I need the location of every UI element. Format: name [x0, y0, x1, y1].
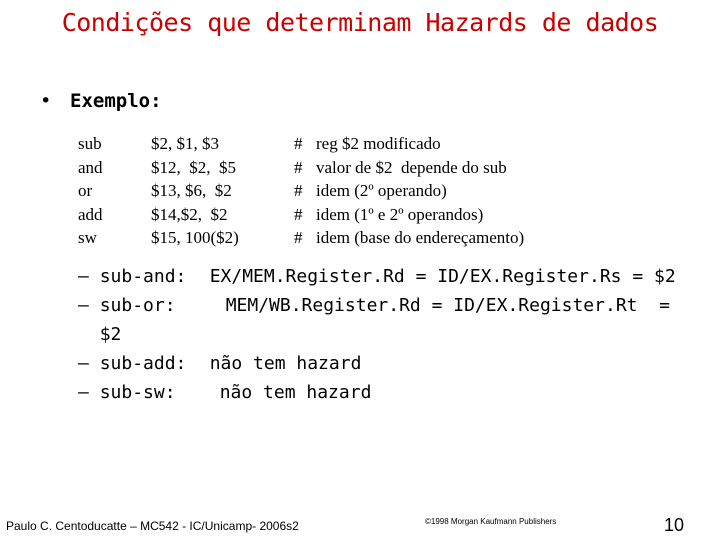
condition-line-continuation [78, 320, 676, 349]
footer-author: Paulo C. Centoducatte – MC542 - IC/Unicamp- 2006s2 [6, 519, 299, 533]
slide-title: Condições que determinam Hazards de dados [61, 8, 659, 37]
code-args: $12, $2, $5 [151, 157, 236, 177]
condition-dash: – [78, 266, 89, 287]
condition-line [78, 262, 676, 291]
code-op: add [78, 204, 103, 224]
condition-text: não tem hazard [219, 382, 372, 403]
condition-text: não tem hazard [209, 353, 362, 374]
code-comment: reg $2 modificado [316, 134, 441, 153]
condition-label: sub-and: [99, 266, 187, 287]
code-hash-column [294, 132, 303, 250]
code-ops-column [78, 132, 103, 250]
condition-text: MEM/WB.Register.Rd = ID/EX.Register.Rt = [225, 295, 671, 316]
code-op: sw [78, 228, 97, 247]
condition-text: EX/MEM.Register.Rd = ID/EX.Register.Rs = $2 [209, 266, 676, 287]
condition-label: sub-sw: [99, 382, 176, 403]
condition-dash: – [78, 382, 89, 403]
code-args: $15, 100($2) [151, 228, 239, 247]
condition-label: sub-or: [99, 295, 176, 316]
code-comment: valor de $2 depende do sub [316, 157, 507, 177]
example-bullet [40, 90, 162, 112]
condition-label: sub-add: [99, 353, 187, 374]
code-args: $14,$2, $2 [151, 204, 228, 224]
comment-marker: # [294, 157, 303, 177]
code-comments-column [316, 132, 524, 250]
page-number: 10 [664, 515, 685, 535]
condition-continuation: $2 [99, 324, 122, 345]
comment-marker: # [294, 134, 303, 153]
code-op: or [78, 181, 93, 200]
hazard-conditions [78, 262, 676, 407]
code-op: and [78, 157, 103, 177]
comment-marker: # [294, 181, 303, 200]
code-comment: idem (1º e 2º operandos) [316, 204, 484, 224]
code-comment: idem (2º operando) [316, 181, 447, 200]
code-args: $13, $6, $2 [151, 181, 232, 200]
condition-line [78, 349, 676, 378]
example-label: Exemplo: [70, 90, 162, 112]
condition-dash: – [78, 353, 89, 374]
footer-copyright: ©1998 Morgan Kaufmann Publishers [425, 517, 557, 526]
code-args: $2, $1, $3 [151, 134, 219, 153]
comment-marker: # [294, 228, 303, 247]
code-args-column [151, 132, 239, 250]
condition-line [78, 378, 676, 407]
comment-marker: # [294, 204, 303, 224]
code-comment: idem (base do endereçamento) [316, 228, 525, 247]
code-op: sub [78, 134, 102, 153]
condition-line [78, 291, 676, 320]
bullet-symbol: • [40, 90, 52, 112]
condition-dash: – [78, 295, 89, 316]
